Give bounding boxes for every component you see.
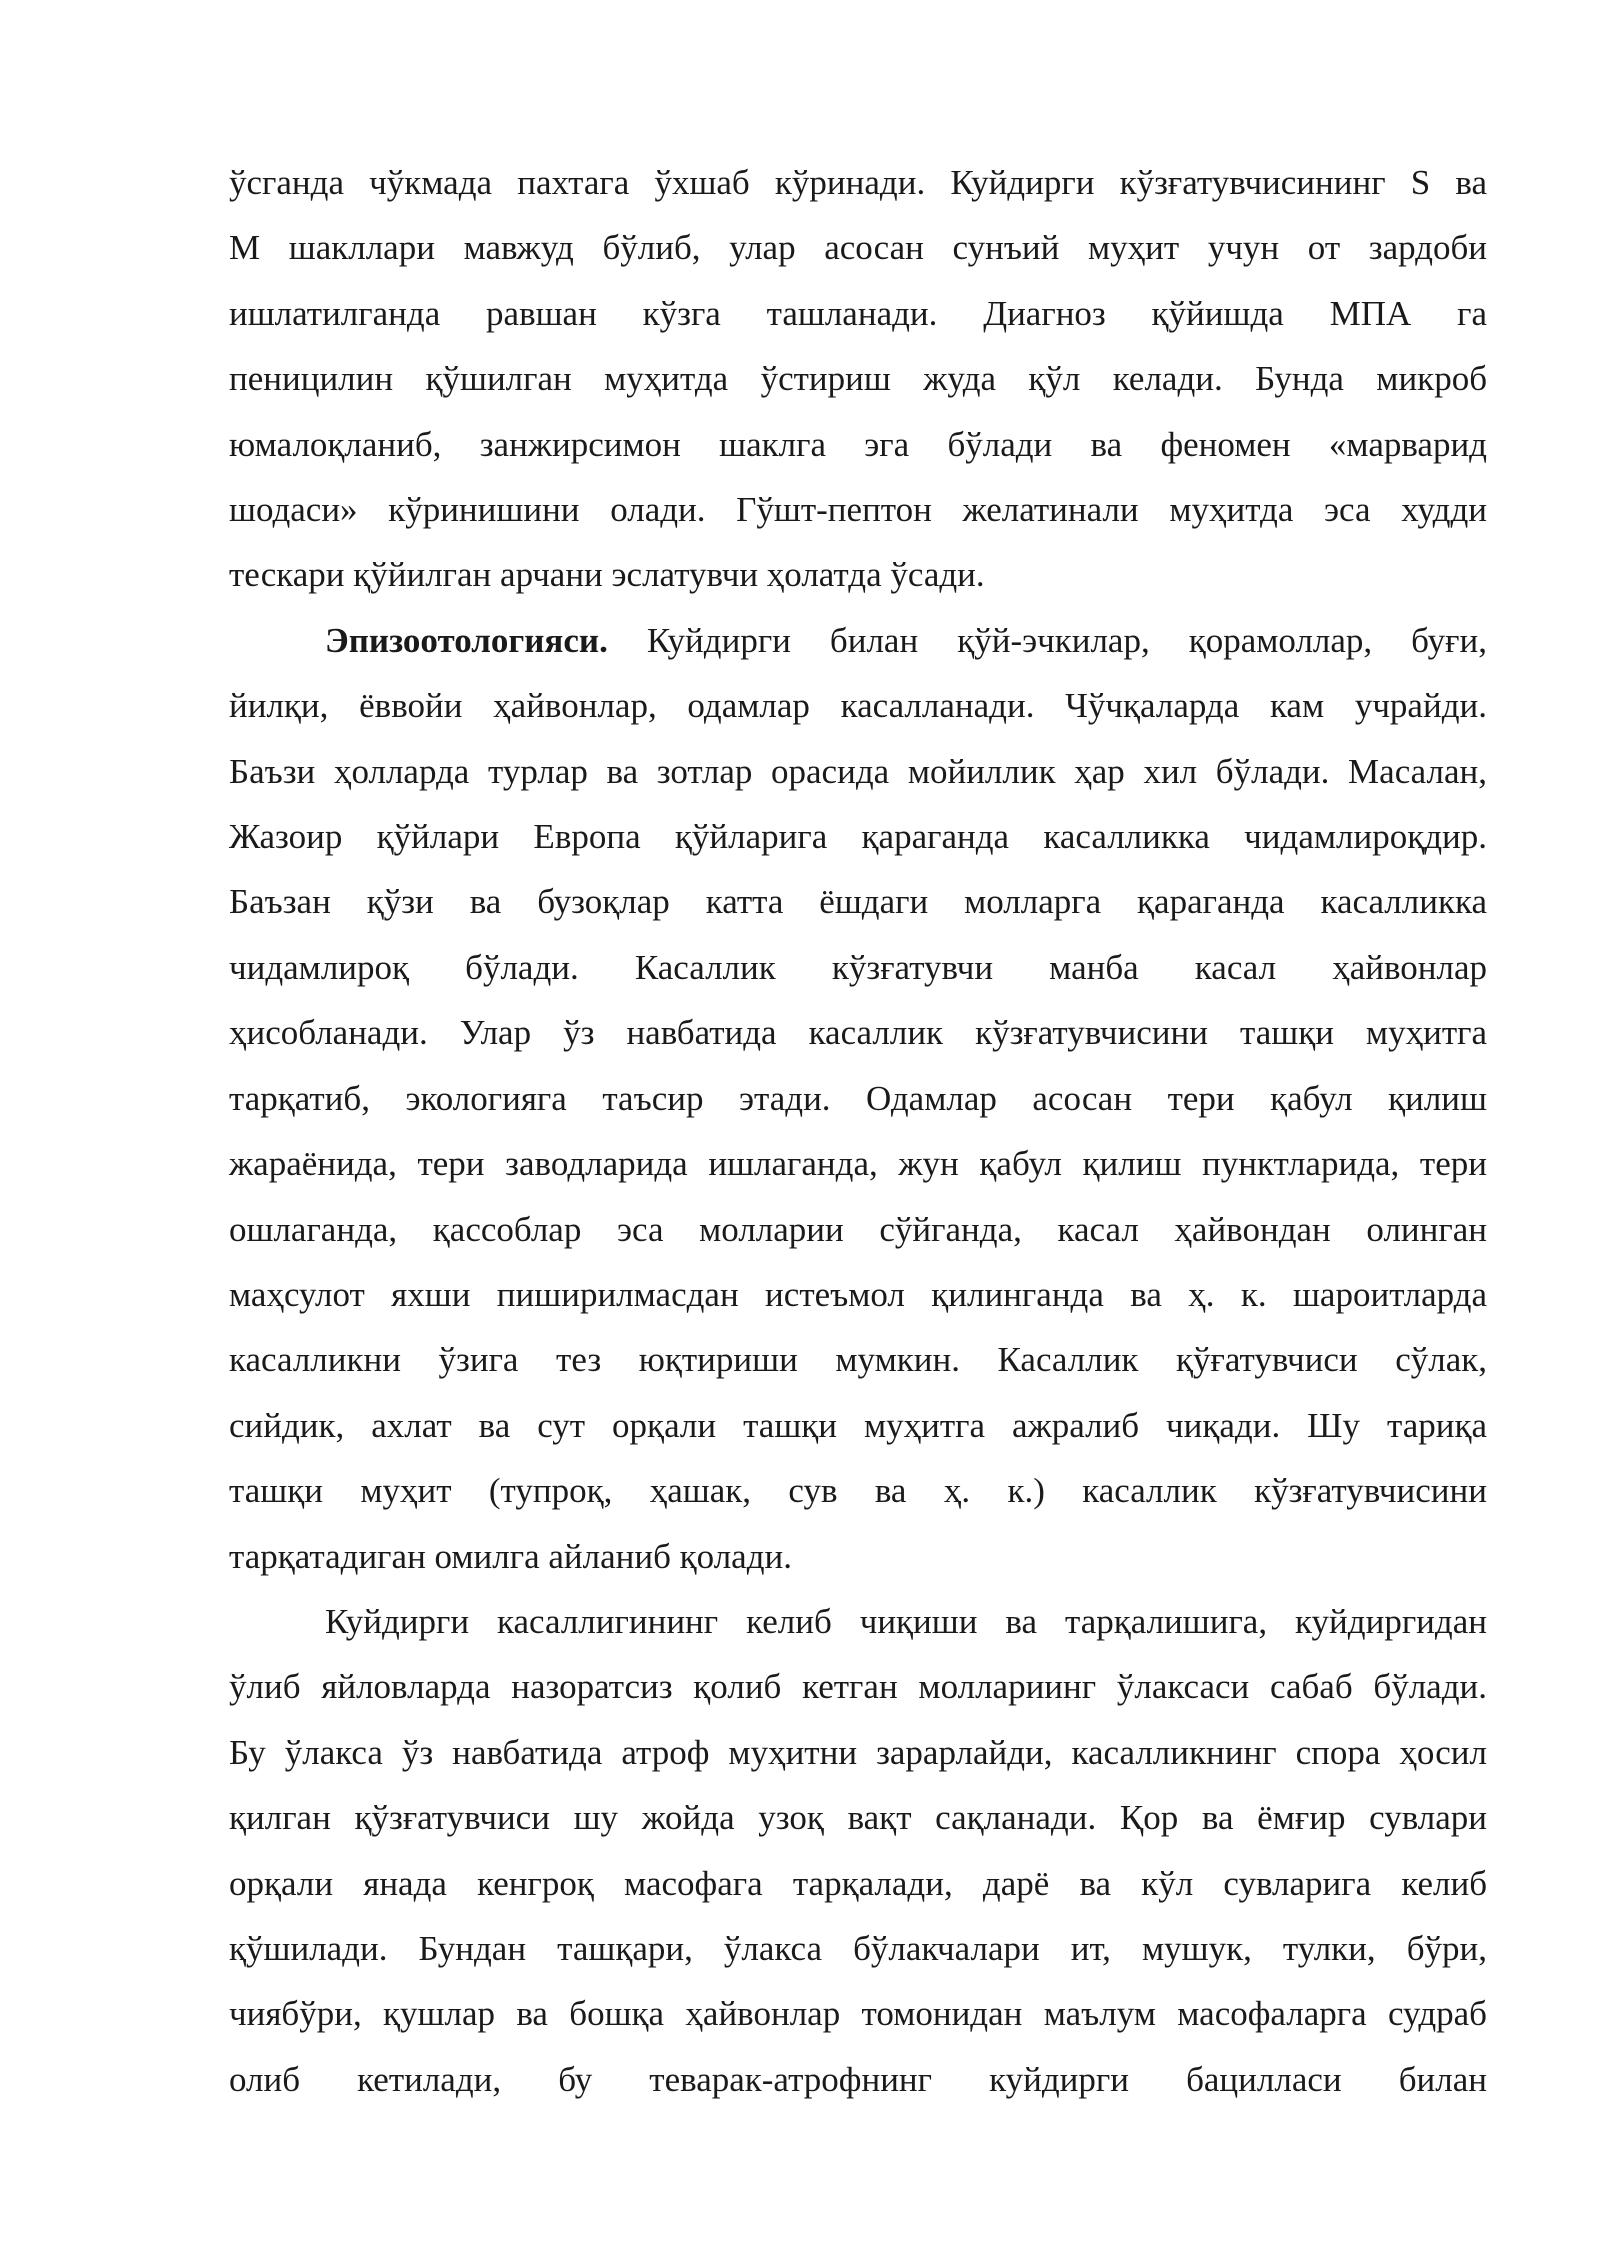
paragraph-epizootology xyxy=(229,608,1487,1589)
text-line: ҳисобланади. Улар ўз навбатида касаллик кўзғатувчисини ташқи муҳитга xyxy=(229,1013,1487,1053)
section-heading: Эпизоотологияси. xyxy=(325,620,608,660)
text-line: Бу ўлакса ўз навбатида атроф муҳитни зарарлайди, касалликнинг спора ҳосил xyxy=(229,1732,1487,1772)
text-line: олиб кетилади, бу теварак-атрофнинг куйдирги бацилласи билан xyxy=(229,2059,1487,2099)
text-line: чидамлироқ бўлади. Касаллик кўзғатувчи манба касал ҳайвонлар xyxy=(229,947,1487,987)
text-line: тарқатадиган омилга айланиб қолади. xyxy=(229,1536,792,1576)
text-line: Баъзан қўзи ва бузоқлар катта ёшдаги молларга қараганда касалликка xyxy=(229,882,1487,922)
text-line: ошлаганда, қассоблар эса молларии сўйганда, касал ҳайвондан олинган xyxy=(229,1209,1487,1249)
text-line: жараёнида, тери заводларида ишлаганда, жун қабул қилиш пунктларида, тери xyxy=(229,1144,1487,1184)
text-line: ташқи муҳит (тупроқ, ҳашак, сув ва ҳ. к.) касаллик кўзғатувчисини xyxy=(229,1471,1487,1511)
text-line: ишлатилганда равшан кўзга ташланади. Диагноз қўйишда МПА га xyxy=(229,293,1487,333)
text-line: орқали янада кенгроқ масофага тарқалади, дарё ва кўл сувларига келиб xyxy=(229,1863,1487,1903)
text-line xyxy=(229,608,1487,673)
text-line: ўлиб яйловларда назоратсиз қолиб кетган моллариинг ўлаксаси сабаб бўлади. xyxy=(229,1667,1487,1707)
text-line: қўшилади. Бундан ташқари, ўлакса бўлакчалари ит, мушук, тулки, бўри, xyxy=(229,1928,1487,1968)
text-span: Куйдирги билан қўй-эчкилар, қорамоллар, буғи, xyxy=(607,620,1487,660)
text-line: Баъзи ҳолларда турлар ва зотлар орасида мойиллик ҳар хил бўлади. Масалан, xyxy=(229,751,1487,791)
text-line: юмалоқланиб, занжирсимон шаклга эга бўлади ва феномен «марварид xyxy=(229,424,1487,464)
paragraph-microbiology xyxy=(229,150,1487,608)
text-line: M шакллари мавжуд бўлиб, улар асосан сунъий муҳит учун от зардоби xyxy=(229,228,1487,268)
document-page xyxy=(229,150,1487,2112)
text-line: Куйдирги касаллигининг келиб чиқиши ва тарқалишига, куйдиргидан xyxy=(325,1601,1487,1641)
text-line: тарқатиб, экологияга таъсир этади. Одамлар асосан тери қабул қилиш xyxy=(229,1078,1487,1118)
text-line: касалликни ўзига тез юқтириши мумкин. Касаллик қўғатувчиси сўлак, xyxy=(229,1340,1487,1380)
text-line: қилган қўзғатувчиси шу жойда узоқ вақт сақланади. Қор ва ёмғир сувлари xyxy=(229,1798,1487,1838)
text-line: маҳсулот яхши пиширилмасдан истеъмол қилинганда ва ҳ. к. шароитларда xyxy=(229,1274,1487,1314)
text-line: сийдик, ахлат ва сут орқали ташқи муҳитга ажралиб чиқади. Шу тариқа xyxy=(229,1405,1487,1445)
paragraph-spread xyxy=(229,1589,1487,2112)
text-line: пеницилин қўшилган муҳитда ўстириш жуда қўл келади. Бунда микроб xyxy=(229,359,1487,399)
text-line: шодаси» кўринишини олади. Гўшт-пептон желатинали муҳитда эса худди xyxy=(229,490,1487,530)
text-line: ўсганда чўкмада пахтага ўхшаб кўринади. Куйдирги кўзғатувчисининг S ва xyxy=(229,163,1487,202)
text-line: чиябўри, қушлар ва бошқа ҳайвонлар томонидан маълум масофаларга судраб xyxy=(229,1994,1487,2034)
text-line: йилқи, ёввойи ҳайвонлар, одамлар касалланади. Чўчқаларда кам учрайди. xyxy=(229,686,1487,726)
text-line: Жазоир қўйлари Европа қўйларига қараганда касалликка чидамлироқдир. xyxy=(229,817,1487,857)
text-line: тескари қўйилган арчани эслатувчи ҳолатда ўсади. xyxy=(229,555,985,595)
